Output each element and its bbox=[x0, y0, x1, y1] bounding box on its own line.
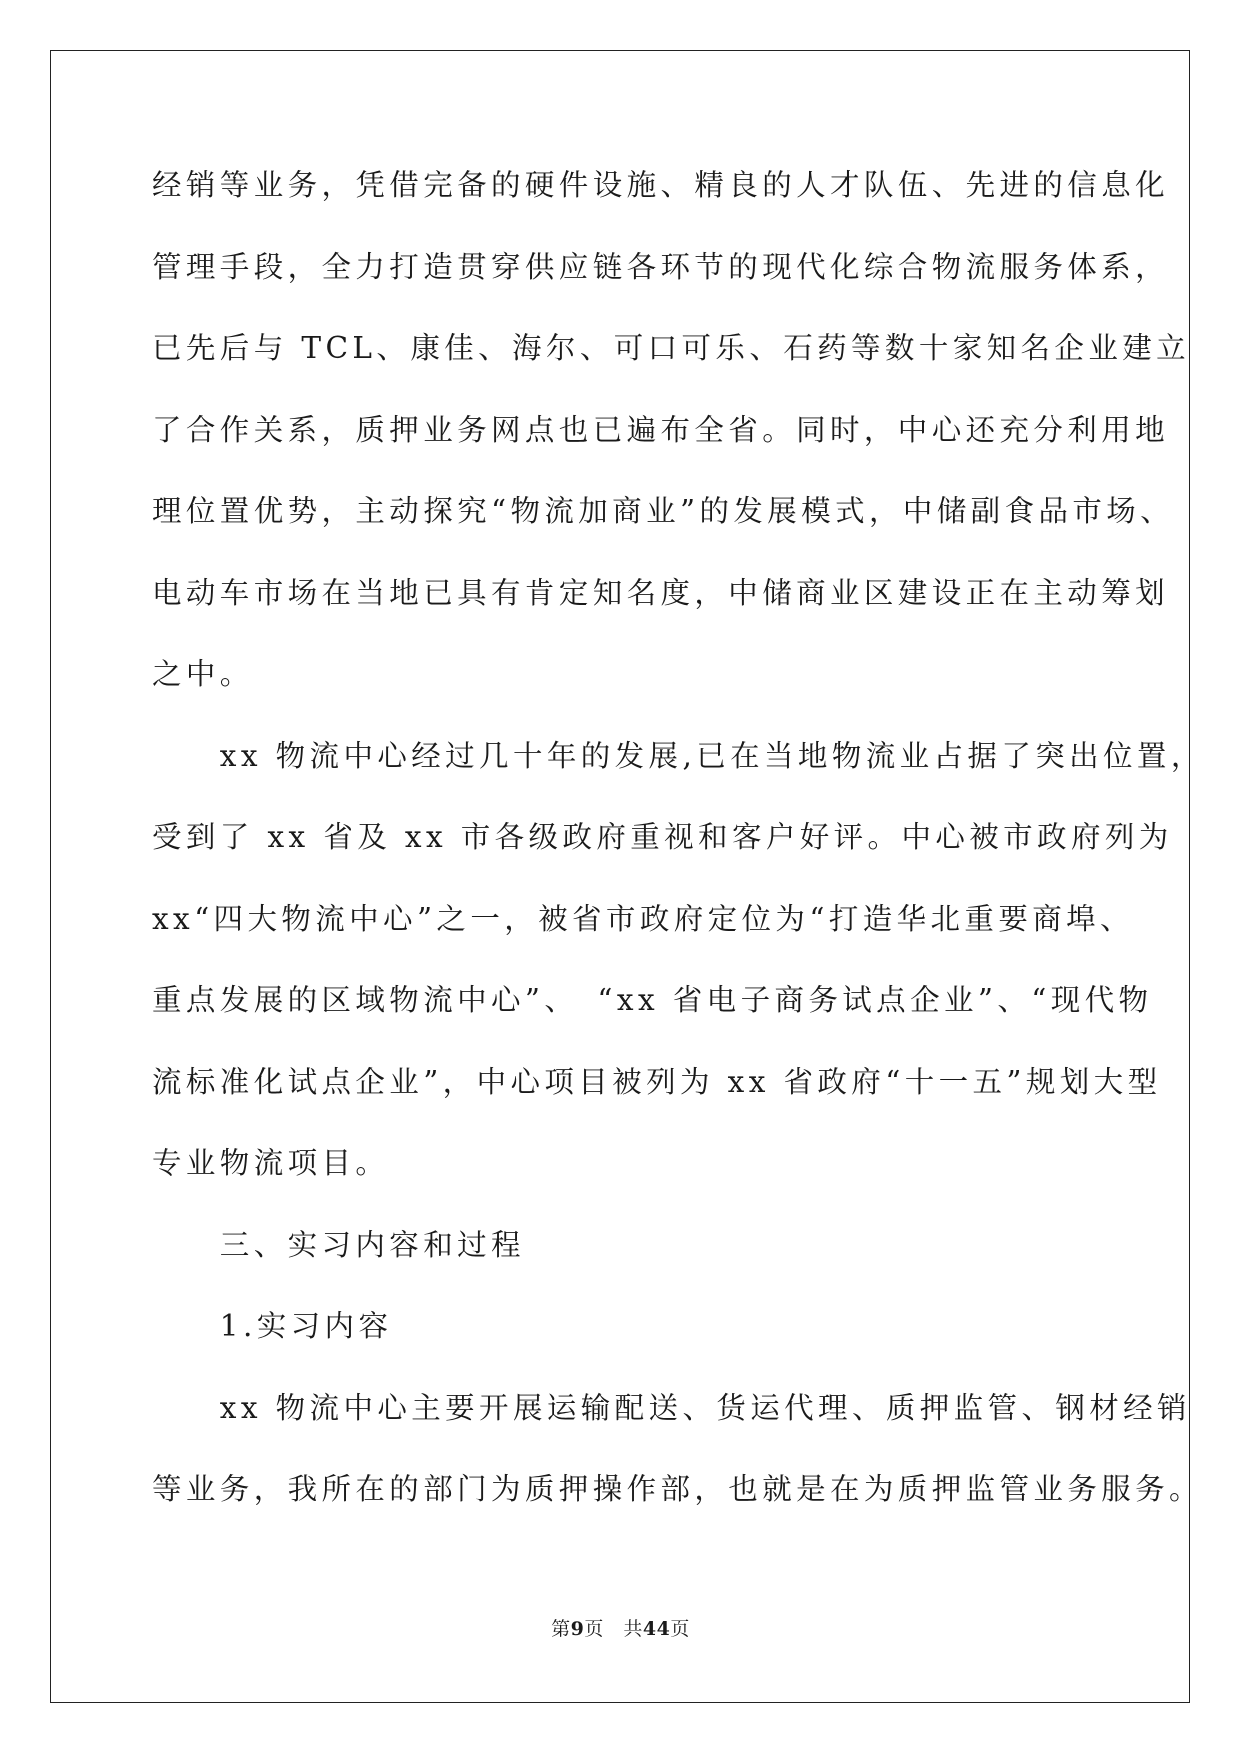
text-line-3: 已先后与 TCL、康佳、海尔、可口可乐、石药等数十家知名企业建立 bbox=[152, 331, 1191, 365]
text-line-17: 等业务，我所在的部门为质押操作部，也就是在为质押监管业务服务。 bbox=[152, 1472, 1203, 1506]
text-line-13: 专业物流项目。 bbox=[152, 1146, 390, 1180]
current-page-number: 9 bbox=[570, 1618, 585, 1640]
text-line-4: 了合作关系，质押业务网点也已遍布全省。同时，中心还充分利用地 bbox=[152, 412, 1170, 447]
document-body bbox=[152, 158, 1205, 1544]
footer-middle: 页 共 bbox=[584, 1618, 643, 1640]
page-footer bbox=[0, 1614, 1241, 1641]
text-line-7: 之中。 bbox=[152, 657, 254, 691]
text-line-2: 管理手段，全力打造贯穿供应链各环节的现代化综合物流服务体系， bbox=[152, 249, 1170, 284]
total-pages-number: 44 bbox=[642, 1618, 671, 1640]
text-line-6: 电动车市场在当地已具有肯定知名度，中储商业区建设正在主动筹划 bbox=[152, 575, 1170, 610]
text-line-8: xx 物流中心经过几十年的发展,已在当地物流业占据了突出位置， bbox=[152, 738, 1205, 773]
section-heading: 三、实习内容和过程 bbox=[152, 1227, 525, 1262]
footer-suffix: 页 bbox=[670, 1618, 690, 1640]
text-line-11: 重点发展的区域物流中心”、 “xx 省电子商务试点企业”、“现代物 bbox=[152, 983, 1153, 1017]
subsection-heading: 1.实习内容 bbox=[152, 1309, 393, 1343]
footer-prefix: 第 bbox=[551, 1618, 571, 1640]
text-line-9: 受到了 xx 省及 xx 市各级政府重视和客户好评。中心被市政府列为 bbox=[152, 820, 1173, 854]
text-line-10: xx“四大物流中心”之一，被省市政府定位为“打造华北重要商埠、 bbox=[152, 901, 1134, 936]
text-line-5: 理位置优势，主动探究“物流加商业”的发展模式，中储副食品市场、 bbox=[152, 494, 1175, 528]
text-line-1: 经销等业务，凭借完备的硬件设施、精良的人才队伍、先进的信息化 bbox=[152, 168, 1170, 202]
text-line-12: 流标准化试点企业”，中心项目被列为 xx 省政府“十一五”规划大型 bbox=[152, 1064, 1162, 1099]
text-line-16: xx 物流中心主要开展运输配送、货运代理、质押监管、钢材经销 bbox=[152, 1390, 1191, 1425]
